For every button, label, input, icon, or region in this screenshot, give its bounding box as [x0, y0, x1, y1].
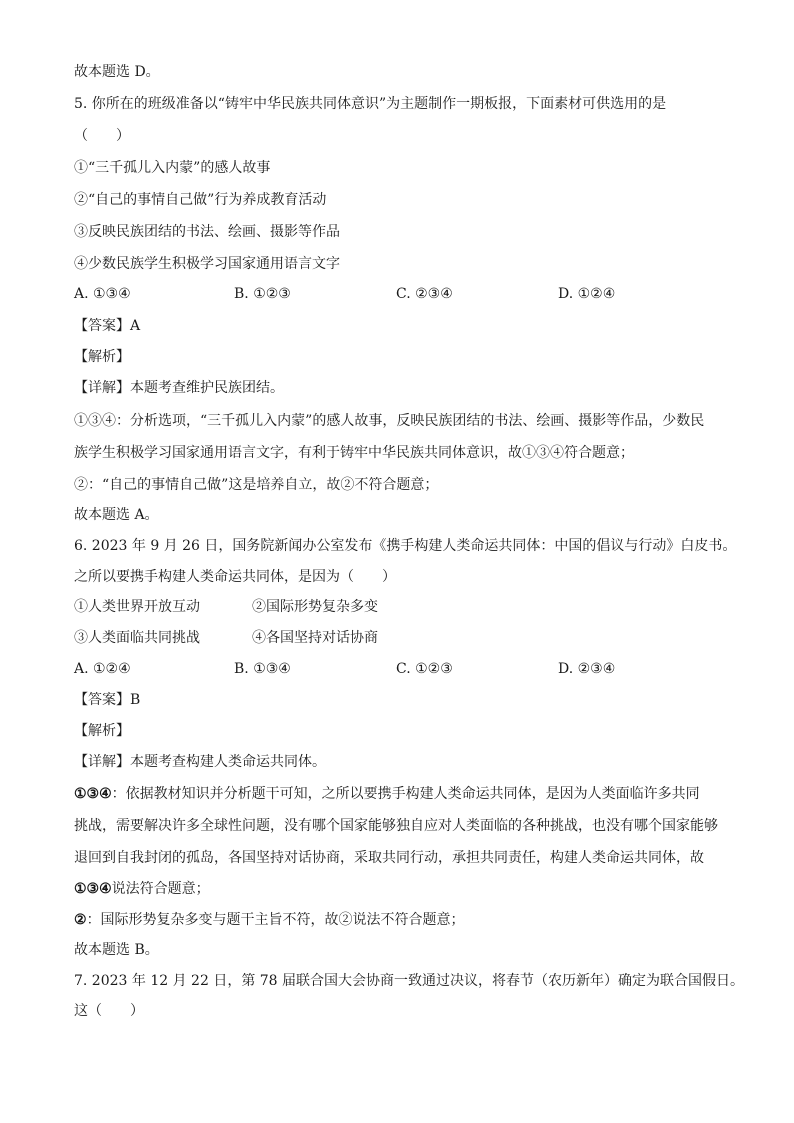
- q5-item-4: ④少数民族学生积极学习国家通用语言文字: [74, 256, 340, 272]
- q6-stem-line2: 之所以要携手构建人类命运共同体，是因为（ ）: [74, 569, 396, 585]
- q5-answer: 【答案】A: [74, 318, 141, 334]
- q6-option-d: D. ②③④: [558, 661, 616, 677]
- q6-explanation-text: 说法符合题意；: [111, 881, 210, 897]
- q5-explanation-line1: ①③④：分析选项，“三千孤儿入内蒙”的感人故事，反映民族团结的书法、绘画、摄影等作品，少数民: [74, 413, 705, 429]
- q6-explanation-text: ：国际形势复杂多变与题干主旨不符，故②说法不符合题意；: [86, 912, 465, 928]
- q7-stem-line2: 这（ ）: [74, 1003, 144, 1019]
- q6-option-b: B. ①③④: [234, 661, 291, 677]
- q5-item-2: ②“自己的事情自己做”行为养成教育活动: [74, 192, 327, 208]
- q6-explanation-text: ：依据教材知识并分析题干可知，之所以要携手构建人类命运共同体，是因为人类面临许多共同: [111, 786, 700, 802]
- q6-conclusion: 故本题选 B。: [74, 942, 159, 958]
- q6-explanation-line2: 挑战，需要解决许多全球性问题，没有哪个国家能够独自应对人类面临的各种挑战，也没有哪个国家能够: [74, 818, 718, 834]
- q6-analysis-label: 【解析】: [74, 723, 130, 739]
- q5-option-d: D. ①②④: [558, 286, 616, 302]
- q5-item-1: ①“三千孤儿入内蒙”的感人故事: [74, 160, 271, 176]
- q4-conclusion: 故本题选 D。: [74, 64, 160, 80]
- q6-answer: 【答案】B: [74, 692, 141, 708]
- q5-stem-line2: （ ）: [74, 128, 130, 144]
- q6-explanation-line4: [74, 879, 210, 899]
- q6-option-mark: ①③④: [74, 881, 112, 897]
- q5-explanation-line3: ②：“自己的事情自己做”这是培养自立，故②不符合题意；: [74, 477, 439, 493]
- q6-option-mark: ①③④: [74, 786, 112, 802]
- q6-item-1: ①人类世界开放互动: [74, 599, 200, 615]
- q6-item-2: ②国际形势复杂多变: [252, 599, 378, 615]
- q6-stem-line1: 6. 2023 年 9 月 26 日，国务院新闻办公室发布《携手构建人类命运共同体：中国的倡议与行动》白皮书。: [74, 538, 737, 554]
- q7-stem-line1: 7. 2023 年 12 月 22 日，第 78 届联合国大会协商一致通过决议，将春节（农历新年）确定为联合国假日。: [74, 973, 745, 989]
- q6-explanation-line5: [74, 910, 465, 930]
- q5-option-a: A. ①③④: [74, 286, 131, 302]
- q6-option-c: C. ①②③: [396, 661, 453, 677]
- q6-explanation-line3: 退回到自我封闭的孤岛，各国坚持对话协商，采取共同行动，承担共同责任，构建人类命运共同体，故: [74, 850, 704, 866]
- q5-analysis-label: 【解析】: [74, 349, 130, 365]
- q5-option-c: C. ②③④: [396, 286, 453, 302]
- q5-detail: 【详解】本题考查维护民族团结。: [74, 380, 284, 396]
- q6-explanation-line1: [74, 784, 700, 804]
- q6-item-3: ③人类面临共同挑战: [74, 630, 200, 646]
- q6-detail: 【详解】本题考查构建人类命运共同体。: [74, 754, 326, 770]
- q5-stem-line1: 5. 你所在的班级准备以“铸牢中华民族共同体意识”为主题制作一期板报，下面素材可供选用的是: [74, 96, 667, 112]
- q6-option-a: A. ①②④: [74, 661, 131, 677]
- q5-item-3: ③反映民族团结的书法、绘画、摄影等作品: [74, 224, 340, 240]
- q5-explanation-line2: 族学生积极学习国家通用语言文字，有利于铸牢中华民族共同体意识，故①③④符合题意；: [74, 445, 634, 461]
- q5-option-b: B. ①②③: [234, 286, 291, 302]
- q6-option-mark: ②: [74, 912, 87, 928]
- q5-conclusion: 故本题选 A。: [74, 507, 159, 523]
- q6-item-4: ④各国坚持对话协商: [252, 630, 378, 646]
